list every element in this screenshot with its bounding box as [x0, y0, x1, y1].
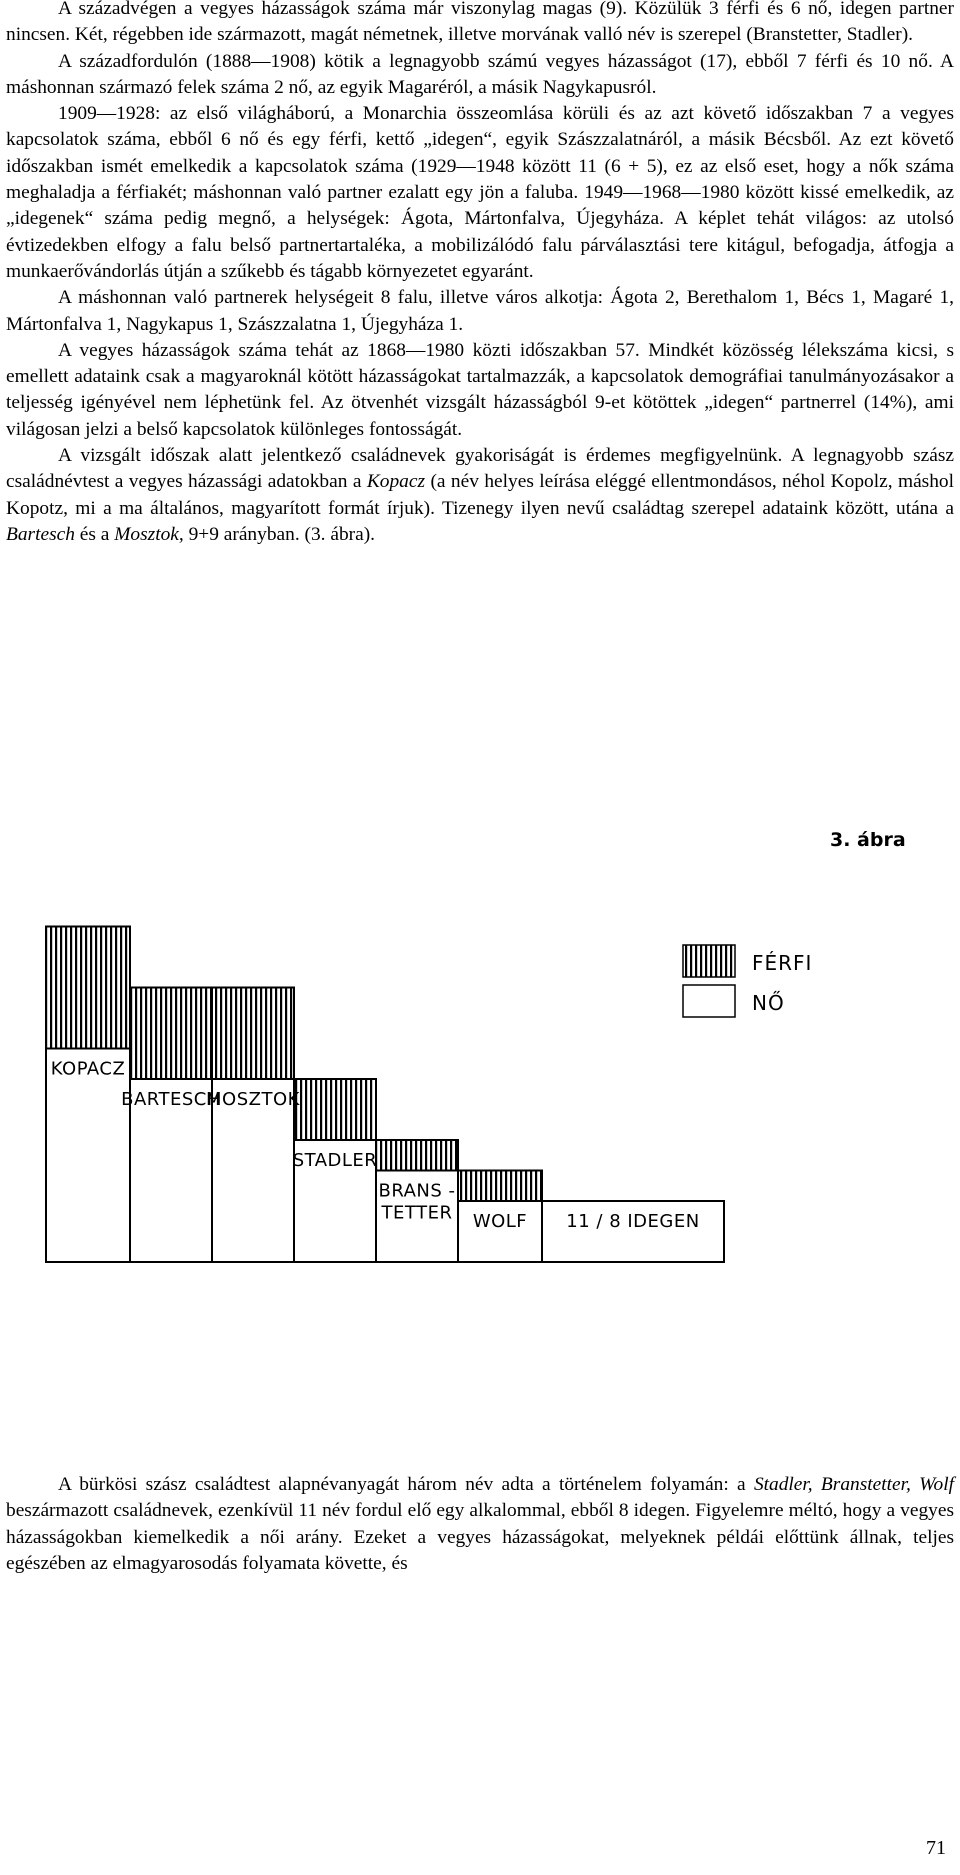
bar-male-1	[46, 927, 130, 1049]
surname-mosztok: Mosztok,	[114, 523, 184, 545]
bar-chart	[0, 810, 960, 1270]
paragraph-surnames	[6, 443, 954, 548]
text-run: A vizsgált időszak alatt jelentkező családnevek gyakoriságát is érdemes megfigyelnünk. A legnagyobb szász családnévtest a vegyes házassági adatokban a	[6, 445, 954, 493]
paragraph: A máshonnan való partnerek helységeit 8 falu, illetve város alkotja: Ágota 2, Berethalom 1, Bécs 1, Magaré 1, Mártonfalva 1, Nagykapus 1, Szászzalatna 1, Újegyháza 1.	[6, 287, 954, 335]
bar-label-1: KOPACZ	[50, 1058, 126, 1080]
bar-label-2: BARTESCH	[121, 1089, 221, 1110]
legend-swatch-male	[683, 945, 735, 977]
bar-male-6	[458, 1171, 542, 1202]
paragraph: A századvégen a vegyes házasságok száma már viszonylag magas (9). Közülük 3 férfi és 6 nő, idegen partner nincsen. Két, régebben ide származott, magát németnek, illetve morvának valló név is szerepel (Branstetter, Stadler).	[6, 0, 954, 46]
legend	[683, 945, 812, 1017]
bar-male-4	[294, 1079, 376, 1140]
bar-label-7: 11 / 8 IDEGEN	[566, 1211, 700, 1232]
bar-label-3: MOSZTOK	[206, 1089, 300, 1110]
bar-male-3	[212, 988, 294, 1080]
text-block-bottom	[6, 1472, 954, 1577]
text-run: és a	[74, 523, 115, 545]
legend-label-female: NŐ	[752, 991, 785, 1015]
surname-kopacz: Kopacz	[366, 471, 426, 493]
text-run: A bürkösi szász családtest alapnévanyagát három név adta a történelem folyamán: a	[58, 1474, 754, 1495]
bar-male-2	[130, 988, 212, 1080]
text-run: (a név helyes leírása eléggé ellentmondásos, néhol Kopolz, máshol Kopotz, mi a ma általános, magyarított formát írjuk). Tizenegy ilyen nevű családtag szerepel adataink között, utána a	[6, 471, 954, 519]
text-run: 9+9 arányban. (3. ábra).	[183, 523, 376, 545]
legend-label-male: FÉRFI	[752, 951, 813, 975]
paragraph: 1909—1928: az első világháború, a Monarchia összeomlása körüli és az azt követő időszakban 7 a vegyes kapcsolatok száma, ebből 6 nő és egy férfi, kettő „idegen“, egyik Szászzalatnáról, a másik Bécsből. Az ezt követő időszakban ismét emelkedik a kapcsolatok száma (1929—1948 között 11 (6 + 5), ez az első eset, hogy a nők száma meghaladja a férfiakét; máshonnan való partner ezalatt egy jön a faluba. 1949—1968—1980 között kissé emelkedik, az „idegenek“ száma pedig megnő, a helységek: Ágota, Mártonfalva, Újegyháza. A képlet tehát világos: az utolsó évtizedekben elfogy a falu belső partnertartaléka, a mobilizálódó falu párválasztási tere kitágul, befogadja, átfogja a munkaerővándorlás útján a szűkebb és tágabb környezetet egyaránt.	[6, 103, 954, 282]
text-block-top	[6, 0, 954, 548]
page-number: 71	[926, 1837, 946, 1859]
figure-title: 3. ábra	[830, 829, 906, 851]
paragraph: A századfordulón (1888—1908) kötik a legnagyobb számú vegyes házasságot (17), ebből 7 férfi és 10 nő. A máshonnan származó felek száma 2 nő, az egyik Magaréról, a másik Nagykapusról.	[6, 50, 954, 98]
bar-male-5	[376, 1140, 458, 1171]
surname-bartesch: Bartesch	[6, 523, 75, 545]
legend-swatch-female	[683, 985, 735, 1017]
bar-label-5: BRANS -TETTER	[378, 1180, 456, 1224]
figure-3	[0, 810, 960, 1270]
paragraph-closing	[6, 1472, 954, 1577]
bar-female-1	[46, 1049, 130, 1263]
bar-label-4: STADLER	[292, 1150, 378, 1171]
surname-list: Stadler, Branstetter, Wolf	[753, 1474, 954, 1495]
bar-label-6: WOLF	[472, 1211, 528, 1232]
text-run: beszármazott családnevek, ezenkívül 11 név fordul elő egy alkalommal, ebből 8 idegen. Figyelemre méltó, hogy a vegyes házasságokban kiemelkedik a női arány. Ezeket a vegyes házasságokat, melyeknek példái előttünk állnak, teljes egészében az elmagyarosodás folyamata követte, és	[6, 1500, 954, 1574]
paragraph: A vegyes házasságok száma tehát az 1868—1980 közti időszakban 57. Mindkét közösség lélekszáma kicsi, s emellett adataink csak a magyaroknál kötött házasságokat tartalmazzák, a kapcsolatok demográfiai tanulmányozásakor a teljesség igényével nem léphetünk fel. Az ötvenhét vizsgált házasságból 9-et kötöttek „idegen“ partnerrel (14%), ami világosan jelzi a belső kapcsolatok különleges fontosságát.	[6, 339, 954, 440]
